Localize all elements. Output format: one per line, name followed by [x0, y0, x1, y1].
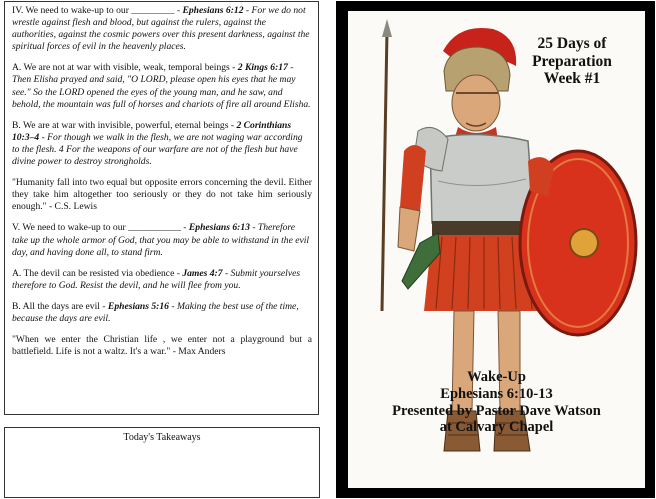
spear-shaft [382, 31, 387, 311]
takeaways-box [4, 427, 320, 498]
point-four-a-verse: - Then Elisha prayed and said, "O LORD, please open his eyes that he may see." So the LORD opened the eyes of the young man, and he saw, and behold, the mountain was full of horses and chariots of fire all around Elisha. [12, 62, 311, 110]
sermon-passage: Ephesians 6:10-13 [440, 385, 553, 402]
series-line-3: Week #1 [543, 70, 601, 87]
cover-sermon-info [348, 369, 645, 436]
point-five-reference: Ephesians 6:13 [188, 222, 250, 234]
max-anders-quote: "When we enter the Christian life , we enter not a playground but a battlefield. Life is not a waltz. It's a war." - Max Anders [12, 334, 312, 358]
point-four-a-reference: 2 Kings 6:17 [237, 62, 288, 74]
sermon-notes-panel [4, 1, 319, 415]
point-four [12, 5, 312, 53]
point-five-b-verse: - Making the best use of the time, because the days are evil. [12, 300, 299, 324]
cs-lewis-quote: "Humanity fall into two equal but opposite errors concerning the devil. Either they take him altogether too seriously or they do not take him seriously enough." - C.S. Lewis [12, 177, 312, 213]
point-five-a-lead: A. The devil can be resisted via obedience - [12, 267, 183, 279]
takeaways-title: Today's Takeaways [123, 432, 201, 443]
sermon-venue: at Calvary Chapel [439, 419, 554, 436]
cover-series-title [507, 35, 637, 88]
spear-tip [382, 19, 392, 37]
point-four-a-lead: A. We are not at war with visible, weak, temporal beings - [12, 62, 238, 74]
shield-boss [570, 229, 598, 257]
point-four-b-verse: - For though we walk in the flesh, we are not waging war according to the flesh. 4 For the weapons of our warfare are not of the flesh but have divine power to destroy strongholds. [12, 131, 303, 168]
soldier-face [452, 75, 500, 131]
point-four-b-reference: 2 Corinthians 10:3–4 [12, 119, 292, 143]
point-five-b-reference: Ephesians 5:16 [107, 300, 169, 312]
point-four-b-lead: B. We are at war with invisible, powerful, eternal beings - [12, 119, 237, 131]
point-five-b-lead: B. All the days are evil - [12, 300, 108, 312]
left-sleeve [400, 145, 426, 211]
point-five-a-verse: - Submit yourselves therefore to God. Resist the devil, and he will flee from you. [12, 267, 301, 291]
cover-artwork [348, 11, 645, 488]
point-five-lead: V. We need to wake-up to our ___________ - [12, 222, 189, 234]
point-five [12, 222, 312, 258]
point-five-a-reference: James 4:7 [182, 267, 223, 279]
sermon-presenter: Presented by Pastor Dave Watson [392, 402, 601, 419]
point-four-lead: IV. We need to wake-up to our _________ - [12, 5, 183, 16]
cover-frame [336, 1, 655, 498]
series-line-1: 25 Days of [537, 35, 607, 52]
point-four-a [12, 62, 312, 110]
point-five-a [12, 268, 312, 292]
point-four-verse: - For we do not wrestle against flesh and blood, but against the rulers, against the authorities, against the cosmic powers over this present darkness, against the spiritual forces of evil in the heavenly places. [12, 5, 310, 53]
sermon-title: Wake-Up [467, 369, 526, 385]
point-five-verse: - Therefore take up the whole armor of God, that you may be able to withstand in the evil day, and having done all, to stand firm. [12, 222, 310, 258]
point-four-reference: Ephesians 6:12 [182, 5, 244, 16]
point-four-b [12, 120, 312, 168]
point-five-b [12, 301, 312, 325]
series-line-2: Preparation [532, 52, 612, 70]
